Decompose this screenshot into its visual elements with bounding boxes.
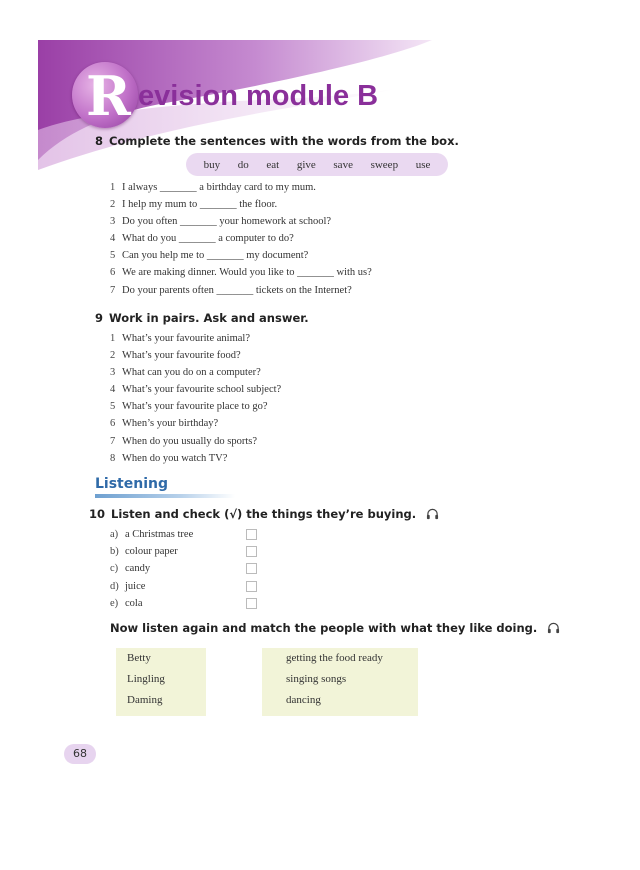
exercise-instruction: Now listen again and match the people with what they like doing. xyxy=(110,621,538,635)
list-item xyxy=(110,247,372,264)
checklist-item xyxy=(110,543,260,560)
item-text: I always _______ a birthday card to my mum. xyxy=(122,182,316,193)
item-text: What do you _______ a computer to do? xyxy=(122,233,294,245)
exercise-instruction: Complete the sentences with the words from the box. xyxy=(109,134,459,148)
item-number: 4 xyxy=(110,233,116,245)
item-text: We are making dinner. Would you like to _______ with us? xyxy=(122,267,372,279)
item-letter: b) xyxy=(110,546,119,558)
item-text: I help my mum to _______ the floor. xyxy=(122,199,278,211)
checkbox[interactable] xyxy=(246,598,257,609)
list-item xyxy=(110,196,372,213)
item-number: 7 xyxy=(110,284,116,296)
item-number: 5 xyxy=(110,401,116,413)
checklist-item xyxy=(110,526,260,543)
page-number: 68 xyxy=(64,744,96,764)
item-letter: d) xyxy=(110,580,119,592)
list-item xyxy=(110,450,281,467)
word-box-item: buy xyxy=(203,158,221,171)
exercise-instruction: Work in pairs. Ask and answer. xyxy=(109,311,309,325)
item-number: 3 xyxy=(110,367,116,379)
item-text: cola xyxy=(125,597,143,609)
list-item xyxy=(110,264,372,281)
item-number: 6 xyxy=(110,267,116,279)
item-text: When do you watch TV? xyxy=(122,452,228,464)
exercise-10-part-2-heading xyxy=(110,621,560,635)
word-box-item: use xyxy=(415,158,431,171)
item-text: candy xyxy=(125,563,151,575)
headphones-icon xyxy=(547,622,560,634)
list-item xyxy=(110,179,372,196)
list-item xyxy=(110,282,372,299)
title-initial: R xyxy=(86,64,131,128)
exercise-number: 8 xyxy=(95,134,104,148)
exercise-number: 9 xyxy=(95,311,104,325)
exercise-9-list xyxy=(110,330,281,467)
item-number: 1 xyxy=(110,333,116,344)
title-text: evision module B xyxy=(138,80,379,112)
activity[interactable]: getting the food ready xyxy=(286,652,383,664)
word-box-item: sweep xyxy=(370,158,399,171)
list-item xyxy=(110,213,372,230)
list-item xyxy=(110,415,281,432)
exercise-8-heading xyxy=(95,134,459,148)
person-name[interactable]: Lingling xyxy=(127,673,165,685)
item-number: 4 xyxy=(110,384,116,396)
item-number: 2 xyxy=(110,199,116,211)
checkbox[interactable] xyxy=(246,581,257,592)
exercise-10-checklist xyxy=(110,526,260,612)
activity[interactable]: singing songs xyxy=(286,673,347,685)
exercise-instruction: Listen and check (√) the things they’re buying. xyxy=(111,507,417,521)
list-item xyxy=(110,347,281,364)
checkbox[interactable] xyxy=(246,563,257,574)
item-number: 1 xyxy=(110,182,116,193)
item-letter: a) xyxy=(110,529,119,540)
item-text: What’s your favourite place to go? xyxy=(122,401,268,413)
list-item xyxy=(110,330,281,347)
item-text: colour paper xyxy=(125,546,178,558)
item-text: What’s your favourite school subject? xyxy=(122,384,282,396)
list-item xyxy=(110,398,281,415)
item-text: When do you usually do sports? xyxy=(122,435,258,447)
word-box-item: do xyxy=(237,158,249,171)
word-box xyxy=(186,153,448,176)
checkbox[interactable] xyxy=(246,546,257,557)
list-item xyxy=(110,381,281,398)
exercise-10-heading xyxy=(89,507,439,521)
item-letter: e) xyxy=(110,597,119,609)
activities-column xyxy=(262,648,418,716)
word-box-item: eat xyxy=(266,158,280,171)
word-box-item: give xyxy=(296,158,316,171)
activity[interactable]: dancing xyxy=(286,694,321,706)
item-number: 8 xyxy=(110,452,116,464)
checkbox[interactable] xyxy=(246,529,257,540)
item-number: 7 xyxy=(110,435,116,447)
exercise-8-list xyxy=(110,179,372,299)
item-text: When’s your birthday? xyxy=(122,418,219,430)
item-letter: c) xyxy=(110,563,119,575)
item-text: What’s your favourite animal? xyxy=(122,333,250,344)
item-number: 6 xyxy=(110,418,116,430)
item-number: 3 xyxy=(110,216,116,228)
item-text: juice xyxy=(125,580,146,592)
item-text: Can you help me to _______ my document? xyxy=(122,250,309,262)
item-number: 5 xyxy=(110,250,116,262)
person-name[interactable]: Betty xyxy=(127,652,151,664)
exercise-9-heading xyxy=(95,311,309,325)
list-item xyxy=(110,433,281,450)
item-text: Do you often _______ your homework at school? xyxy=(122,216,332,228)
section-title: Listening xyxy=(95,476,168,492)
list-item xyxy=(110,364,281,381)
item-text: Do your parents often _______ tickets on the Internet? xyxy=(122,284,352,296)
item-text: What can you do on a computer? xyxy=(122,367,261,379)
item-text: a Christmas tree xyxy=(125,529,194,540)
checklist-item xyxy=(110,560,260,577)
people-column xyxy=(116,648,206,716)
item-number: 2 xyxy=(110,350,116,362)
item-text: What’s your favourite food? xyxy=(122,350,241,362)
checklist-item xyxy=(110,578,260,595)
person-name[interactable]: Daming xyxy=(127,694,163,706)
word-box-item: save xyxy=(333,158,353,171)
exercise-number: 10 xyxy=(89,507,106,521)
title-initial-badge xyxy=(72,62,138,128)
headphones-icon xyxy=(426,508,439,520)
section-underline xyxy=(95,494,235,498)
checklist-item xyxy=(110,595,260,612)
list-item xyxy=(110,230,372,247)
